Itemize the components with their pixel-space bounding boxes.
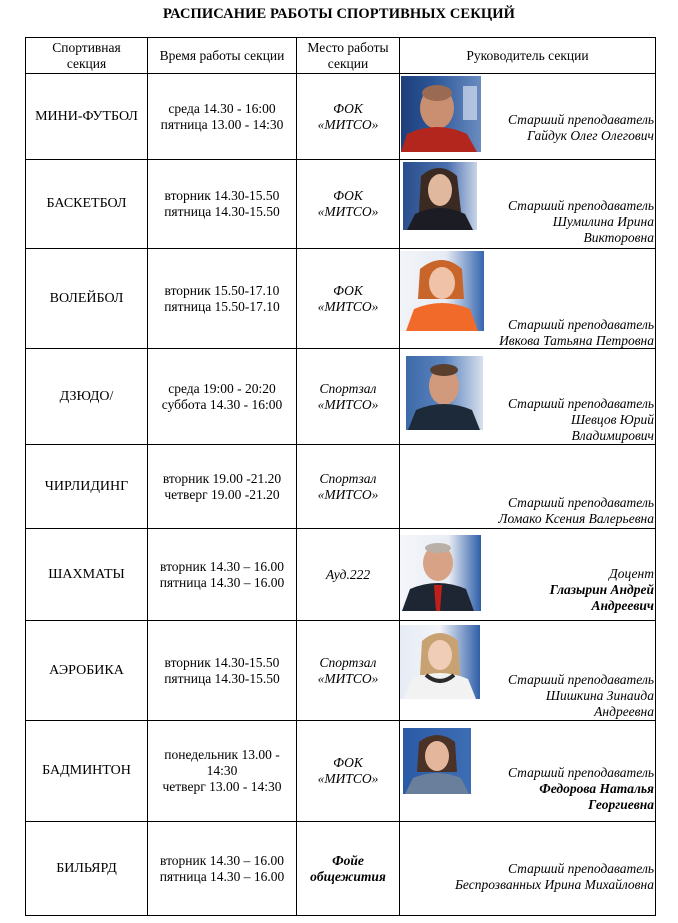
section-place: ФОК «МИТСО»: [297, 160, 400, 249]
section-time: вторник 19.00 -21.20 четверг 19.00 -21.20: [148, 445, 297, 529]
page-title: РАСПИСАНИЕ РАБОТЫ СПОРТИВНЫХ СЕКЦИЙ: [163, 6, 515, 22]
section-place: Спортзал «МИТСО»: [297, 621, 400, 721]
table-row: [26, 822, 656, 916]
section-leader: [400, 621, 656, 721]
leader-photo: [400, 251, 484, 331]
section-leader: [400, 74, 656, 160]
leader-name: Старший преподаватель Шевцов Юрий Владимирович: [507, 396, 654, 443]
table-row: [26, 721, 656, 822]
section-time: понедельник 13.00 - 14:30 четверг 13.00 - 14:30: [148, 721, 297, 822]
leader-photo: [400, 535, 481, 611]
leader-name: Старший преподаватель Ивкова Татьяна Петровна: [499, 317, 654, 348]
section-place: ФОК «МИТСО»: [297, 74, 400, 160]
section-time: среда 19:00 - 20:20 суббота 14.30 - 16:00: [148, 349, 297, 445]
section-leader: [400, 822, 656, 916]
table-row: [26, 621, 656, 721]
section-name: ВОЛЕЙБОЛ: [26, 249, 148, 349]
section-place: Фойе общежития: [297, 822, 400, 916]
leader-photo: [400, 625, 480, 699]
section-leader: [400, 445, 656, 529]
table-header-row: [26, 38, 656, 74]
section-time: вторник 14.30 – 16.00 пятница 14.30 – 16.00: [148, 529, 297, 621]
table-row: [26, 529, 656, 621]
section-time: вторник 15.50-17.10 пятница 15.50-17.10: [148, 249, 297, 349]
section-name: ШАХМАТЫ: [26, 529, 148, 621]
section-time: вторник 14.30-15.50 пятница 14.30-15.50: [148, 621, 297, 721]
section-leader: [400, 529, 656, 621]
header-time: Время работы секции: [148, 38, 297, 74]
leader-name: Старший преподаватель Федорова Наталья Георгиевна: [507, 765, 654, 812]
section-time: среда 14.30 - 16:00 пятница 13.00 - 14:30: [148, 74, 297, 160]
leader-photo: [403, 162, 477, 230]
section-name: ДЗЮДО/: [26, 349, 148, 445]
schedule-table: [25, 37, 656, 916]
table-row: [26, 445, 656, 529]
section-name: БАДМИНТОН: [26, 721, 148, 822]
section-place: Ауд.222: [297, 529, 400, 621]
section-leader: [400, 160, 656, 249]
leader-photo: [403, 728, 471, 794]
section-place: Спортзал «МИТСО»: [297, 349, 400, 445]
leader-photo: [401, 76, 481, 152]
leader-name: Старший преподаватель Гайдук Олег Олегович: [507, 112, 654, 143]
leader-photo: [406, 356, 483, 430]
leader-name: Старший преподаватель Шишкина Зинаида Андреевна: [507, 672, 654, 719]
section-name: АЭРОБИКА: [26, 621, 148, 721]
section-name: МИНИ-ФУТБОЛ: [26, 74, 148, 160]
section-leader: [400, 349, 656, 445]
leader-name: Старший преподаватель Ломако Ксения Валерьевна: [498, 495, 654, 526]
section-name: БИЛЬЯРД: [26, 822, 148, 916]
leader-name: Доцент Глазырин Андрей Андреевич: [549, 566, 654, 613]
header-leader: Руководитель секции: [400, 38, 656, 74]
leader-name: Старший преподаватель Беспрозванных Ирина Михайловна: [454, 861, 654, 892]
section-place: ФОК «МИТСО»: [297, 249, 400, 349]
section-time: вторник 14.30 – 16.00 пятница 14.30 – 16.00: [148, 822, 297, 916]
section-time: вторник 14.30-15.50 пятница 14.30-15.50: [148, 160, 297, 249]
section-name: БАСКЕТБОЛ: [26, 160, 148, 249]
section-name: ЧИРЛИДИНГ: [26, 445, 148, 529]
table-row: [26, 249, 656, 349]
section-place: Спортзал «МИТСО»: [297, 445, 400, 529]
section-leader: [400, 249, 656, 349]
section-leader: [400, 721, 656, 822]
header-section: Спортивная секция: [26, 38, 148, 74]
header-place: Место работы секции: [297, 38, 400, 74]
section-place: ФОК «МИТСО»: [297, 721, 400, 822]
leader-name: Старший преподаватель Шумилина Ирина Викторовна: [507, 198, 654, 245]
table-row: [26, 349, 656, 445]
table-row: [26, 160, 656, 249]
table-row: [26, 74, 656, 160]
